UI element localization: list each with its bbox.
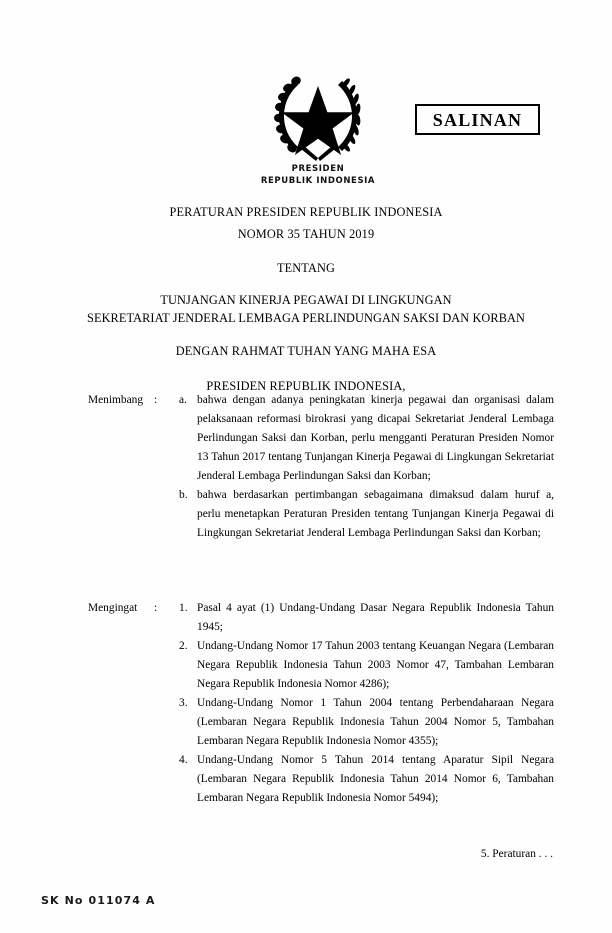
legal-basis-colon: : <box>154 602 158 614</box>
legal-basis-items <box>179 599 554 808</box>
invocation-line: DENGAN RAHMAT TUHAN YANG MAHA ESA <box>175 344 437 358</box>
considerations-colon: : <box>154 394 158 406</box>
item-text: Undang-Undang Nomor 1 Tahun 2004 tentang Perbendaharaan Negara (Lembaran Negara Republik Indonesia Tahun 2004 Nomor 5, Tambahan Lembaran Negara Republik Indonesia Nomor 4355); <box>197 697 554 747</box>
item-text: bahwa berdasarkan pertimbangan sebagaimana dimaksud dalam huruf a, perlu menetapkan Peraturan Presiden tentang Tunjangan Kinerja Pegawai di Lingkungan Sekretariat Jenderal Lembaga Perlindungan Saksi dan Korban; <box>197 489 554 539</box>
spacer <box>56 362 556 375</box>
legal-basis-label: Mengingat <box>88 602 138 614</box>
status-badge-salinan <box>415 104 540 135</box>
item-text: Undang-Undang Nomor 5 Tahun 2014 tentang Aparatur Sipil Negara (Lembaran Negara Republik Indonesia Tahun 2014 Nomor 6, Tambahan Lembaran Negara Republik Indonesia Nomor 5494); <box>197 754 554 804</box>
document-title-block <box>56 201 556 397</box>
authority-line: PRESIDEN REPUBLIK INDONESIA, <box>206 379 406 393</box>
spacer <box>56 245 556 257</box>
item-marker: 1. <box>179 602 188 614</box>
spacer <box>56 279 556 291</box>
item-marker: 3. <box>179 697 188 709</box>
regulation-number: NOMOR 35 TAHUN 2019 <box>237 227 375 241</box>
emblem-caption-line-2: REPUBLIK INDONESIA <box>260 175 376 186</box>
footer-document-stamp: SK No 011074 A <box>41 894 156 907</box>
item-text: bahwa dengan adanya peningkatan kinerja pegawai dan organisasi dalam pelaksanaan reformasi birokrasi yang dicapai Sekretariat Jenderal Lembaga Perlindungan Saksi dan Korban, perlu mengganti Peraturan Presiden Nomor 13 Tahun 2017 tentang Tunjangan Kinerja Pegawai di Lingkungan Sekretariat Jenderal Lembaga Perlindungan Saksi dan Korban; <box>197 394 554 482</box>
item-marker: 4. <box>179 754 188 766</box>
page-catchword: 5. Peraturan . . . <box>480 848 553 860</box>
list-item <box>179 599 554 637</box>
legal-basis-section <box>88 599 554 808</box>
considerations-row <box>88 391 554 543</box>
spacer <box>56 327 556 340</box>
subject-line-1: TUNJANGAN KINERJA PEGAWAI DI LINGKUNGAN <box>160 293 452 307</box>
item-marker: a. <box>179 394 187 406</box>
considerations-label: Menimbang <box>88 394 144 406</box>
list-item <box>179 486 554 543</box>
item-text: Undang-Undang Nomor 17 Tahun 2003 tentang Keuangan Negara (Lembaran Negara Republik Indonesia Tahun 2003 Nomor 47, Tambahan Lembaran Negara Republik Indonesia Nomor 4286); <box>197 640 554 690</box>
list-item <box>179 637 554 694</box>
item-marker: 2. <box>179 640 188 652</box>
list-item <box>179 391 554 486</box>
page-title: PERATURAN PRESIDEN REPUBLIK INDONESIA <box>169 205 443 219</box>
legal-basis-row <box>88 599 554 808</box>
considerations-items <box>179 391 554 543</box>
emblem-caption <box>206 164 430 187</box>
list-item <box>179 694 554 751</box>
about-label: TENTANG <box>276 261 336 275</box>
emblem-caption-line-1: PRESIDEN <box>291 164 345 174</box>
considerations-section <box>88 391 554 543</box>
salinan-label: SALINAN <box>432 109 523 130</box>
list-item <box>179 751 554 808</box>
item-text: Pasal 4 ayat (1) Undang-Undang Dasar Negara Republik Indonesia Tahun 1945; <box>197 602 554 633</box>
indonesian-presidential-seal-icon <box>268 68 368 164</box>
subject-line-2: SEKRETARIAT JENDERAL LEMBAGA PERLINDUNGAN SAKSI DAN KORBAN <box>87 311 525 325</box>
item-marker: b. <box>179 489 188 501</box>
